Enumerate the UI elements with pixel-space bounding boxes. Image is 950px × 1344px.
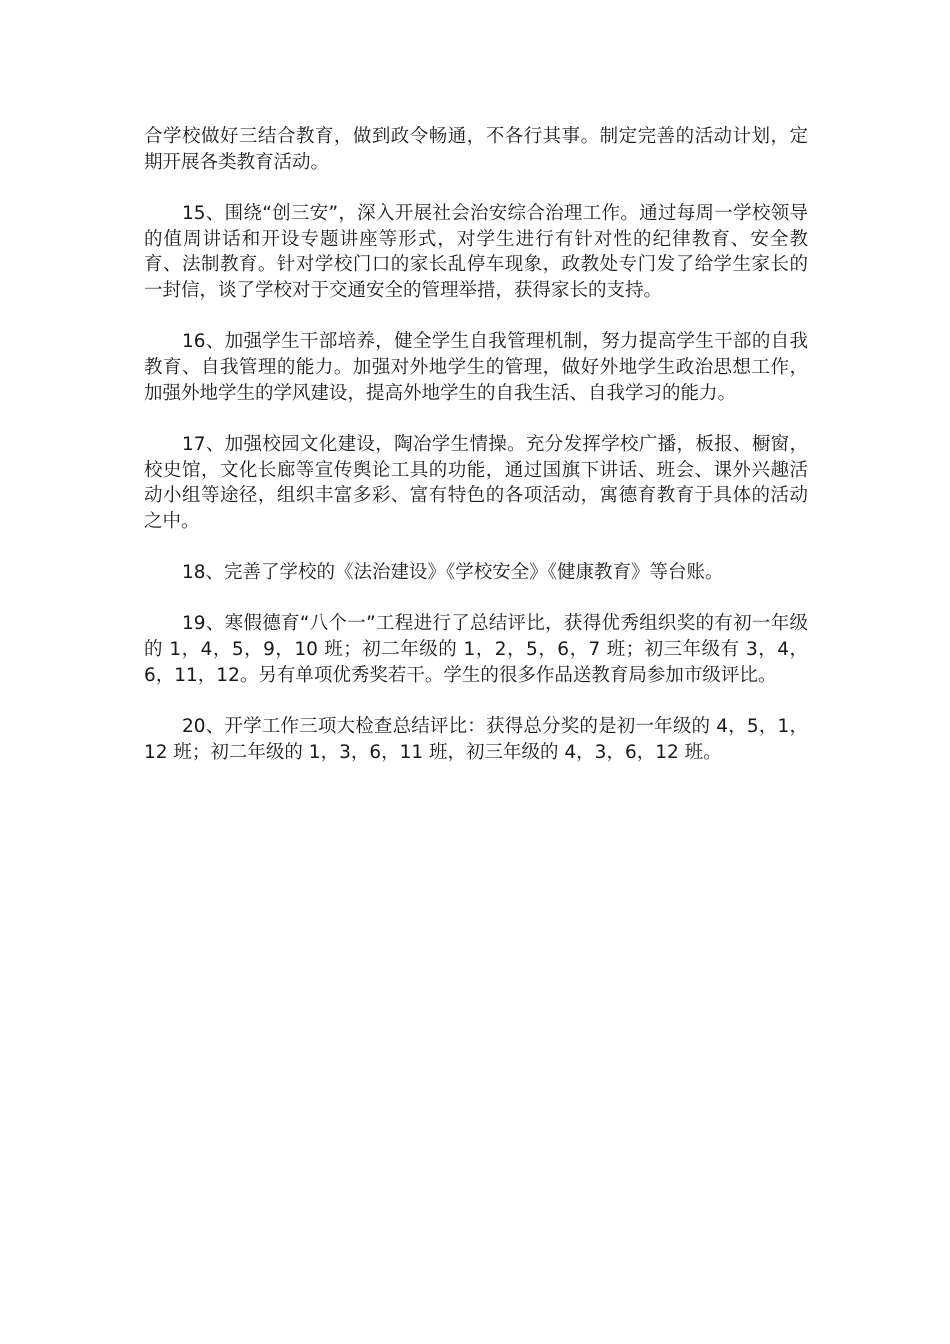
paragraph-item-15: 15、围绕“创三安”，深入开展社会治安综合治理工作。通过每周一学校领导的值周讲话和开设专题讲座等形式，对学生进行有针对性的纪律教育、安全教育、法制教育。针对学校门口的家长乱停车现象，政教处专门发了给学生家长的一封信，谈了学校对于交通安全的管理举措，获得家长的支持。 <box>144 202 808 302</box>
paragraph-item-16: 16、加强学生干部培养，健全学生自我管理机制，努力提高学生干部的自我教育、自我管理的能力。加强对外地学生的管理，做好外地学生政治思想工作，加强外地学生的学风建设，提高外地学生的自我生活、自我学习的能力。 <box>144 331 808 404</box>
document-body <box>144 124 808 765</box>
paragraph-item-19: 19、寒假德育“八个一”工程进行了总结评比，获得优秀组织奖的有初一年级的 1，4，5，9，10 班；初二年级的 1，2，5，6，7 班；初三年级有 3，4，6，11，12。另有单项优秀奖若干。学生的很多作品送教育局参加市级评比。 <box>144 613 808 686</box>
paragraph-item-18: 18、完善了学校的《法治建设》《学校安全》《健康教育》等台账。 <box>182 562 724 584</box>
paragraph-item-20: 20、开学工作三项大检查总结评比：获得总分奖的是初一年级的 4，5，1，12 班；初二年级的 1，3，6，11 班，初三年级的 4，3，6，12 班。 <box>144 715 808 763</box>
paragraph-item-17: 17、加强校园文化建设，陶冶学生情操。充分发挥学校广播，板报、橱窗，校史馆，文化长廊等宣传舆论工具的功能，通过国旗下讲话、班会、课外兴趣活动小组等途径，组织丰富多彩、富有特色的各项活动，寓德育教育于具体的活动之中。 <box>144 433 808 532</box>
paragraph-continuation: 合学校做好三结合教育，做到政令畅通，不各行其事。制定完善的活动计划，定期开展各类教育活动。 <box>144 126 808 173</box>
